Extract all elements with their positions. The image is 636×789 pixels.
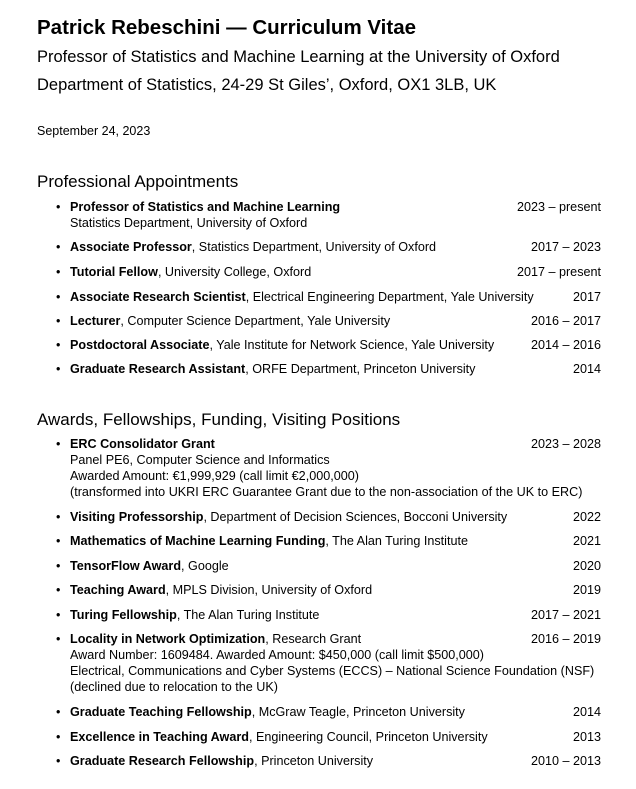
entry-detail: , ORFE Department, Princeton University [245, 362, 476, 376]
entry-years: 2022 [572, 510, 601, 524]
entry-years: 2014 – 2016 [530, 338, 601, 352]
entry-years: 2010 – 2013 [530, 754, 601, 768]
bullet-icon: • [56, 200, 61, 214]
entry-detail: , Research Grant [265, 632, 362, 646]
entry-years: 2016 – 2019 [530, 632, 601, 646]
list-item [56, 509, 601, 525]
entry-years: 2017 – 2021 [530, 608, 601, 622]
page-title: Patrick Rebeschini — Curriculum Vitae [37, 16, 416, 39]
list-item [56, 631, 601, 695]
entry-head [56, 361, 601, 377]
appointments-heading: Professional Appointments [37, 172, 239, 191]
list-item [56, 729, 601, 745]
list-item [56, 313, 601, 329]
bullet-icon: • [56, 705, 61, 719]
list-item [56, 239, 601, 255]
entry-title: Excellence in Teaching Award [70, 730, 249, 744]
entry-years: 2014 [572, 705, 601, 719]
entry-head [56, 533, 601, 549]
entry-title: Mathematics of Machine Learning Funding [70, 534, 326, 548]
entry-title: ERC Consolidator Grant [70, 437, 215, 451]
entry-title: Turing Fellowship [70, 608, 177, 622]
entry-years: 2017 [572, 290, 601, 304]
entry-head [56, 729, 601, 745]
entry-head [56, 509, 601, 525]
entry-head [56, 631, 601, 647]
entry-title: Teaching Award [70, 583, 166, 597]
entry-years: 2013 [572, 730, 601, 744]
position-line: Professor of Statistics and Machine Learning at the University of Oxford [37, 48, 560, 66]
entry-detail: , Engineering Council, Princeton University [248, 730, 488, 744]
bullet-icon: • [56, 730, 61, 744]
entry-subline: Statistics Department, University of Oxford [70, 216, 308, 230]
entry-head [56, 337, 601, 353]
entry-years: 2017 – present [516, 265, 601, 279]
entry-years: 2019 [572, 583, 601, 597]
entry-subline: (declined due to relocation to the UK) [70, 680, 278, 694]
entry-head [56, 313, 601, 329]
bullet-icon: • [56, 437, 61, 451]
entry-head [56, 753, 601, 769]
entry-years: 2023 – present [516, 200, 601, 214]
entry-detail: , MPLS Division, University of Oxford [165, 583, 373, 597]
entry-detail: , The Alan Turing Institute [176, 608, 320, 622]
entry-detail: , Department of Decision Sciences, Bocconi University [203, 510, 508, 524]
entry-detail: , McGraw Teagle, Princeton University [251, 705, 465, 719]
entry-years: 2014 [572, 362, 601, 376]
entry-subline: Electrical, Communications and Cyber Systems (ECCS) – National Science Foundation (NSF) [70, 664, 595, 678]
bullet-icon: • [56, 290, 61, 304]
address-line: Department of Statistics, 24-29 St Giles’, Oxford, OX1 3LB, UK [37, 76, 497, 94]
entry-title: Professor of Statistics and Machine Learning [70, 200, 341, 214]
bullet-icon: • [56, 583, 61, 597]
list-item [56, 199, 601, 231]
list-item [56, 607, 601, 623]
entry-head [56, 199, 601, 215]
bullet-icon: • [56, 754, 61, 768]
entry-head [56, 582, 601, 598]
bullet-icon: • [56, 362, 61, 376]
list-item [56, 436, 601, 500]
bullet-icon: • [56, 608, 61, 622]
entry-subline: Awarded Amount: €1,999,929 (call limit €2,000,000) [70, 469, 359, 483]
entry-title: Tutorial Fellow [70, 265, 158, 279]
entry-years: 2020 [572, 559, 601, 573]
list-item [56, 704, 601, 720]
entry-title: Postdoctoral Associate [70, 338, 210, 352]
entry-head [56, 607, 601, 623]
entry-title: TensorFlow Award [70, 559, 182, 573]
entry-head [56, 239, 601, 255]
list-item [56, 558, 601, 574]
entry-detail: , Princeton University [254, 754, 374, 768]
bullet-icon: • [56, 240, 61, 254]
entry-title: Visiting Professorship [70, 510, 204, 524]
entry-subline: (transformed into UKRI ERC Guarantee Grant due to the non-association of the UK to ERC) [70, 485, 583, 499]
list-item [56, 533, 601, 549]
document-date: September 24, 2023 [37, 124, 151, 138]
entry-title: Graduate Teaching Fellowship [70, 705, 252, 719]
entry-title: Graduate Research Assistant [70, 362, 246, 376]
bullet-icon: • [56, 314, 61, 328]
bullet-icon: • [56, 265, 61, 279]
list-item [56, 582, 601, 598]
entry-detail: , Statistics Department, University of Oxford [191, 240, 437, 254]
entry-detail: , University College, Oxford [157, 265, 312, 279]
entry-title: Associate Research Scientist [70, 290, 246, 304]
list-item [56, 337, 601, 353]
entry-head [56, 558, 601, 574]
list-item [56, 361, 601, 377]
entry-title: Locality in Network Optimization [70, 632, 266, 646]
entry-head [56, 704, 601, 720]
entry-title: Associate Professor [70, 240, 192, 254]
entry-head [56, 289, 601, 305]
list-item [56, 289, 601, 305]
entry-title: Lecturer [70, 314, 121, 328]
entry-detail: , Google [181, 559, 229, 573]
awards-heading: Awards, Fellowships, Funding, Visiting Positions [37, 410, 401, 429]
entry-subline: Panel PE6, Computer Science and Informatics [70, 453, 330, 467]
entry-title: Graduate Research Fellowship [70, 754, 255, 768]
entry-subline: Award Number: 1609484. Awarded Amount: $450,000 (call limit $500,000) [70, 648, 484, 662]
entry-years: 2017 – 2023 [530, 240, 601, 254]
entry-detail: , Computer Science Department, Yale University [120, 314, 391, 328]
bullet-icon: • [56, 534, 61, 548]
bullet-icon: • [56, 510, 61, 524]
bullet-icon: • [56, 559, 61, 573]
list-item [56, 264, 601, 280]
entry-head [56, 264, 601, 280]
entry-detail: , Electrical Engineering Department, Yale University [245, 290, 534, 304]
entry-years: 2016 – 2017 [530, 314, 601, 328]
entry-head [56, 436, 601, 452]
bullet-icon: • [56, 338, 61, 352]
bullet-icon: • [56, 632, 61, 646]
entry-detail: , The Alan Turing Institute [325, 534, 468, 548]
entry-detail: , Yale Institute for Network Science, Yale University [209, 338, 495, 352]
entry-years: 2023 – 2028 [530, 437, 601, 451]
entry-years: 2021 [572, 534, 601, 548]
list-item [56, 753, 601, 769]
